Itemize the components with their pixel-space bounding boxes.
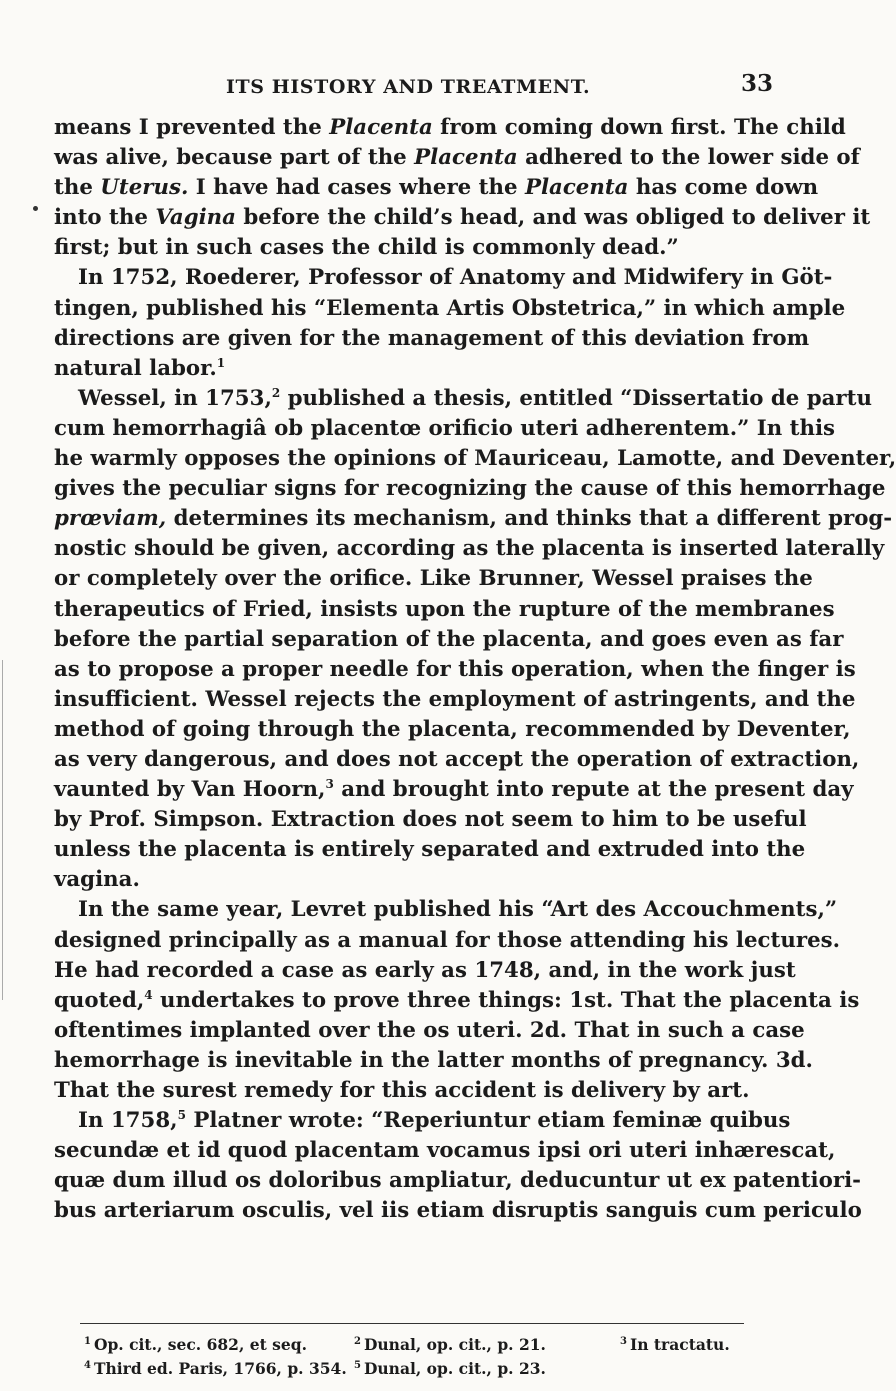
text-line: tingen, published his “Elementa Artis Obstetrica,” in which ample [54,295,846,321]
text-line: natural labor.$^1$ [54,355,226,381]
text-line: means I prevented the Placenta from coming down first. The child [54,115,846,140]
text-line: he warmly opposes the opinions of Mauriceau, Lamotte, and Deventer, [54,446,896,472]
text-line: He had recorded a case as early as 1748, and, in the work just [54,957,796,983]
body-text [54,113,896,1226]
footnote-ref: 5 [177,1108,186,1123]
page-number: 33 [741,70,774,97]
text-line: In 1752, Roederer, Professor of Anatomy and Midwifery in Göt- [78,265,833,291]
text-line: quoted,$^4$ undertakes to prove three things: 1st. That the placenta is [54,987,860,1013]
footnote: $^1$ Op. cit., sec. 682, et seq. [84,1335,307,1354]
text-line: cum hemorrhagiâ ob placentœ orificio uteri adherentem.” In this [54,415,836,441]
text-line: vagina. [54,867,140,893]
text-line: hemorrhage is inevitable in the latter months of pregnancy. 3d. [54,1047,813,1073]
text-line: bus arteriarum osculis, vel iis etiam disruptis sanguis cum periculo [54,1198,862,1224]
footnote-ref: 1 [216,355,226,370]
text-line: That the surest remedy for this accident is delivery by art. [54,1078,750,1103]
text-line: vaunted by Van Hoorn,$^3$ and brought into repute at the present day [54,777,854,803]
margin-line [2,660,3,1000]
text-line: secundæ et id quod placentam vocamus ipsi ori uteri inhærescat, [54,1138,836,1164]
text-line: method of going through the placenta, recommended by Deventer, [54,716,851,742]
footnote-ref: 2 [271,385,281,400]
footnote-row [84,1331,744,1355]
text-line: gives the peculiar signs for recognizing the cause of this hemorrhage [54,476,886,502]
footnote: $^2$ Dunal, op. cit., p. 21. [354,1335,546,1354]
footnote-ref: 4 [144,987,153,1002]
text-line: before the partial separation of the placenta, and goes even as far [54,626,844,652]
text-line: the Uterus. I have had cases where the Placenta has come down [54,175,819,201]
footnote: $^5$ Dunal, op. cit., p. 23. [354,1359,546,1378]
text-line: by Prof. Simpson. Extraction does not seem to him to be useful [54,807,807,833]
text-line: designed principally as a manual for those attending his lectures. [54,927,841,953]
text-line: Wessel, in 1753,$^2$ published a thesis, entitled “Dissertatio de partu [78,385,872,411]
running-head: ITS HISTORY AND TREATMENT. [226,76,591,98]
text-line: nostic should be given, according as the placenta is inserted laterally [54,536,885,562]
footnote: $^4$ Third ed. Paris, 1766, p. 354. [84,1359,347,1378]
text-line: therapeutics of Fried, insists upon the rupture of the membranes [54,596,835,622]
text-line: In the same year, Levret published his “Art des Accouchments,” [78,897,838,923]
text-line: oftentimes implanted over the os uteri. 2d. That in such a case [54,1017,805,1043]
footnote-row [84,1355,744,1379]
text-line: unless the placenta is entirely separated and extruded into the [54,837,806,863]
text-line: first; but in such cases the child is commonly dead.” [54,235,679,261]
text-line: was alive, because part of the Placenta adhered to the lower side of [54,145,860,171]
footnote: $^3$ In tractatu. [620,1335,730,1354]
footnotes [84,1331,744,1379]
text-line: insufficient. Wessel rejects the employment of astringents, and the [54,686,856,712]
text-line: In 1758,$^5$ Platner wrote: “Reperiuntur etiam feminæ quibus [78,1108,791,1134]
text-line: quæ dum illud os doloribus ampliatur, deducuntur ut ex patentiori- [54,1168,862,1194]
text-line: as very dangerous, and does not accept the operation of extraction, [54,746,860,772]
footnote-rule [80,1323,744,1324]
text-line: or completely over the orifice. Like Brunner, Wessel praises the [54,566,813,592]
text-line: as to propose a proper needle for this operation, when the finger is [54,656,856,682]
margin-dot [33,206,38,211]
text-line: prœviam, determines its mechanism, and thinks that a different prog- [54,506,893,532]
footnote-ref: 3 [325,777,334,792]
text-line: into the Vagina before the child’s head, and was obliged to deliver it [54,205,871,231]
text-line: directions are given for the management of this deviation from [54,325,810,351]
